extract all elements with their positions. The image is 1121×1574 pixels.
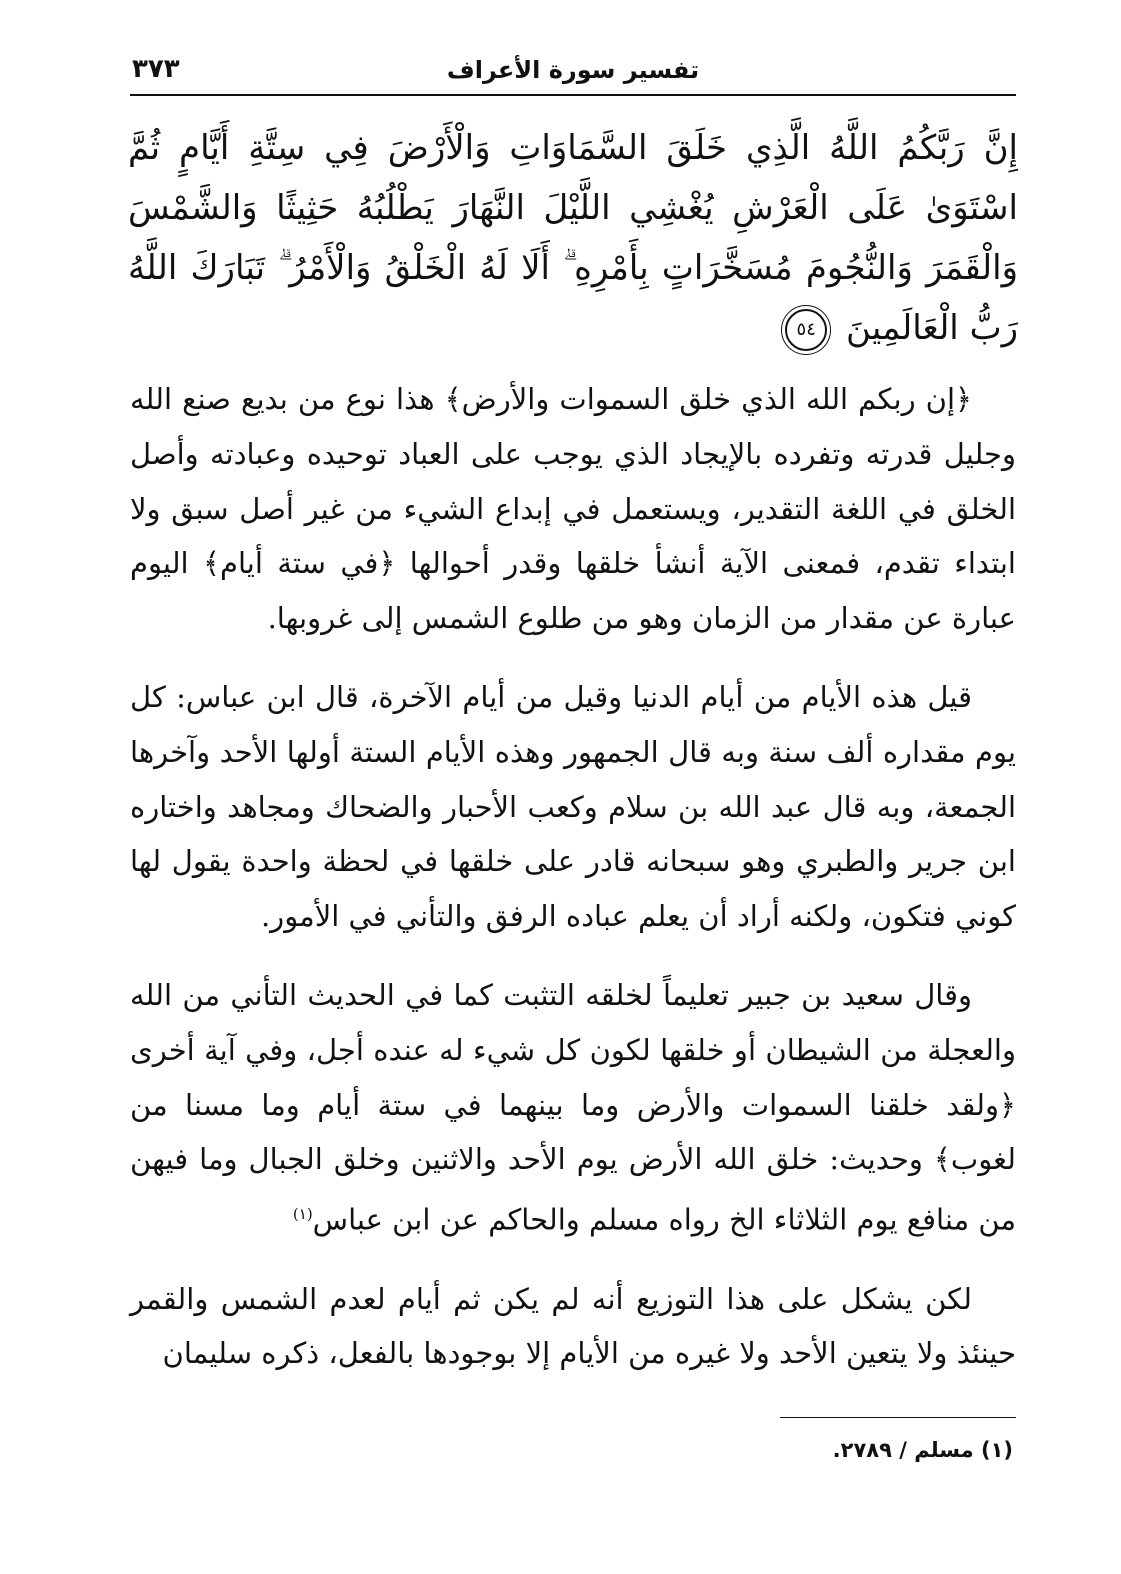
ayah-number-marker	[785, 309, 827, 351]
paragraph-4	[130, 1272, 1016, 1382]
paragraph-2	[130, 670, 1016, 944]
paragraph-3-text: وقال سعيد بن جبير تعليماً لخلقه التثبت كما في الحديث التأني من الله والعجلة من الشيطان أو خلقها لكون كل شيء له عنده أجل، وفي آية أخرى ﴿ولقد خلقنا السموات والأرض وما بينهما في ستة أيام وما مسنا من لغوب﴾ وحديث: خلق الله الأرض يوم الأحد والاثنين وخلق الجبال وما فيهن من منافع يوم الثلاثاء الخ رواه مسلم والحاكم عن ابن عباس	[130, 977, 1016, 1237]
running-title: تفسير سورة الأعراف	[446, 56, 700, 84]
paragraph-4-text: لكن يشكل على هذا التوزيع أنه لم يكن ثم أيام لعدم الشمس والقمر حينئذ ولا يتعين الأحد ولا غيره من الأيام إلا بوجودها بالفعل، ذكره سليمان	[130, 1281, 1016, 1371]
paragraph-1	[130, 372, 1016, 646]
verse-text: إِنَّ رَبَّكُمُ اللَّهُ الَّذِي خَلَقَ السَّمَاوَاتِ وَالْأَرْضَ فِي سِتَّةِ أَيَّامٍ ثُمَّ اسْتَوَىٰ عَلَى الْعَرْشِ يُغْشِي اللَّيْلَ النَّهَارَ يَطْلُبُهُ حَثِيثًا وَالشَّمْسَ وَالْقَمَرَ وَالنُّجُومَ مُسَخَّرَاتٍ بِأَمْرِهِ ۗ أَلَا لَهُ الْخَلْقُ وَالْأَمْرُ ۗ تَبَارَكَ اللَّهُ رَبُّ الْعَالَمِينَ	[128, 128, 1018, 348]
page-number: ٣٧٣	[132, 54, 180, 84]
footnote: (١) مسلم / ٢٧٨٩.	[832, 1438, 1013, 1462]
footnote-separator	[780, 1417, 1016, 1418]
paragraph-3	[130, 968, 1016, 1248]
paragraph-2-text: قيل هذه الأيام من أيام الدنيا وقيل من أيام الآخرة، قال ابن عباس: كل يوم مقداره ألف سنة وبه قال الجمهور وهذه الأيام الستة أولها الأحد وآخرها الجمعة، وبه قال عبد الله بن سلام وكعب الأحبار والضحاك ومجاهد واختاره ابن جرير والطبري وهو سبحانه قادر على خلقها في لحظة واحدة يقول لها كوني فتكون، ولكنه أراد أن يعلم عباده الرفق والتأني في الأمور.	[130, 679, 1016, 934]
commentary-body	[130, 372, 1016, 1381]
paragraph-1-text: ﴿إن ربكم الله الذي خلق السموات والأرض﴾ هذا نوع من بديع صنع الله وجليل قدرته وتفرده بالإيجاد الذي يوجب على العباد توحيده وعبادته وأصل الخلق في اللغة التقدير، ويستعمل في إبداع الشيء من غير أصل سبق ولا ابتداء تقدم، فمعنى الآية أنشأ خلقها وقدر أحوالها ﴿في ستة أيام﴾ اليوم عبارة عن مقدار من الزمان وهو من طلوع الشمس إلى غروبها.	[130, 382, 1016, 636]
page-header	[130, 54, 1016, 96]
quran-verse	[128, 118, 1018, 358]
footnote-reference: (١)	[292, 1205, 313, 1224]
ayah-number: ٥٤	[796, 318, 816, 340]
